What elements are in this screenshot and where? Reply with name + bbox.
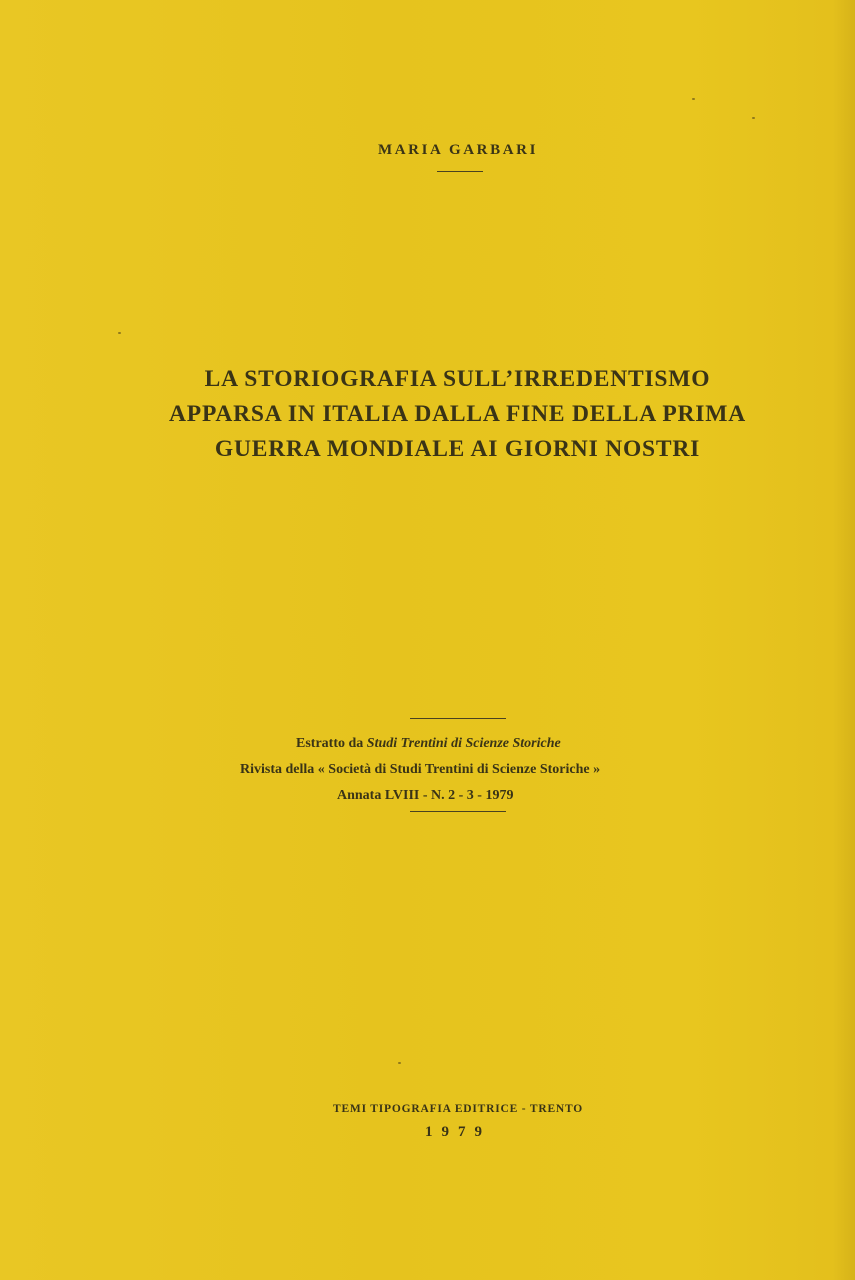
title-line-1: LA STORIOGRAFIA SULL’IRREDENTISMO	[204, 366, 711, 392]
paper-speck	[752, 117, 755, 119]
extract-line-3: Annata LVIII - N. 2 - 3 - 1979	[337, 788, 514, 803]
title-line-2: APPARSA IN ITALIA DALLA FINE DELLA PRIMA	[169, 401, 746, 427]
publication-year: 1979	[425, 1124, 491, 1140]
extract-note	[228, 731, 688, 809]
paper-speck	[692, 98, 695, 100]
publisher-name: TEMI TIPOGRAFIA EDITRICE - TRENTO	[332, 1103, 584, 1115]
paper-speck	[398, 1062, 401, 1064]
extract-top-rule	[410, 718, 506, 719]
author-name: MARIA GARBARI	[377, 142, 539, 158]
book-title	[150, 362, 765, 467]
extract-line-2: Rivista della « Società di Studi Trentini di Scienze Storiche »	[240, 762, 601, 777]
author-underline	[437, 171, 483, 172]
extract-line-1	[228, 731, 688, 757]
cover-edge-shadow	[833, 0, 855, 1280]
extract-bottom-rule	[410, 811, 506, 812]
journal-name: Studi Trentini di Scienze Storiche	[366, 736, 561, 751]
title-line-3: GUERRA MONDIALE AI GIORNI NOSTRI	[214, 436, 701, 462]
paper-speck	[118, 332, 121, 334]
extract-prefix: Estratto da	[296, 736, 367, 751]
